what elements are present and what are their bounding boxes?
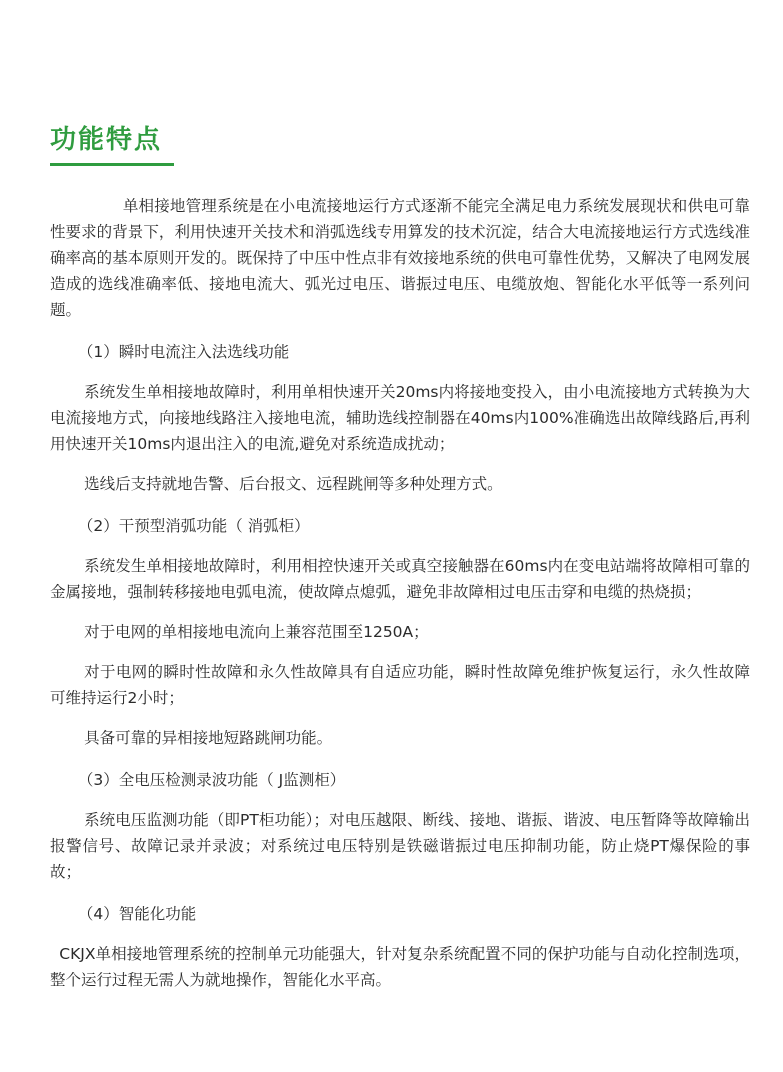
intro-paragraph: 单相接地管理系统是在小电流接地运行方式逐渐不能完全满足电力系统发展现状和供电可靠性要求的背景下，利用快速开关技术和消弧选线专用算发的技术沉淀，结合大电流接地运行方式选线准确率高的基本原则开发的。既保持了中压中性点非有效接地系统的供电可靠性优势，又解决了电网发展造成的选线准确率低、接地电流大、弧光过电压、谐振过电压、电缆放炮、智能化水平低等一系列问题。	[50, 197, 750, 319]
section-heading	[50, 123, 174, 166]
section-body	[50, 193, 750, 993]
feature-2-paragraph-4: 具备可靠的异相接地短路跳闸功能。	[84, 729, 333, 747]
feature-4-paragraph-1: CKJX单相接地管理系统的控制单元功能强大，针对复杂系统配置不同的保护功能与自动化控制选项，整个运行过程无需人为就地操作，智能化水平高。	[50, 945, 750, 989]
feature-heading-4: （4）智能化功能	[77, 905, 197, 923]
feature-2-paragraph-3: 对于电网的瞬时性故障和永久性故障具有自适应功能，瞬时性故障免维护恢复运行，永久性故障可维持运行2小时；	[50, 663, 750, 707]
feature-heading-2: （2）干预型消弧功能（ 消弧柜）	[77, 517, 310, 535]
section-title-underline	[50, 163, 174, 166]
feature-2-paragraph-1: 系统发生单相接地故障时，利用相控快速开关或真空接触器在60ms内在变电站端将故障相可靠的金属接地，强制转移接地电弧电流，使故障点熄弧，避免非故障相过电压击穿和电缆的热烧损；	[50, 557, 750, 601]
feature-heading-1: （1）瞬时电流注入法选线功能	[77, 343, 290, 361]
feature-3-paragraph-1: 系统电压监测功能（即PT柜功能）；对电压越限、断线、接地、谐振、谐波、电压暂降等故障输出报警信号、故障记录并录波；对系统过电压特别是铁磁谐振过电压抑制功能，防止烧PT爆保险的事故；	[50, 811, 750, 881]
feature-1-paragraph-2: 选线后支持就地告警、后台报文、远程跳闸等多种处理方式。	[84, 475, 503, 493]
feature-2-paragraph-2: 对于电网的单相接地电流向上兼容范围至1250A；	[84, 623, 429, 641]
feature-heading-3: （3）全电压检测录波功能（ J监测柜）	[77, 771, 346, 789]
feature-1-paragraph-1: 系统发生单相接地故障时，利用单相快速开关20ms内将接地变投入，由小电流接地方式转换为大电流接地方式，向接地线路注入接地电流，辅助选线控制器在40ms内100%准确选出故障线路后,再利用快速开关10ms内退出注入的电流,避免对系统造成扰动；	[50, 383, 750, 453]
section-title: 功能特点	[50, 125, 163, 155]
